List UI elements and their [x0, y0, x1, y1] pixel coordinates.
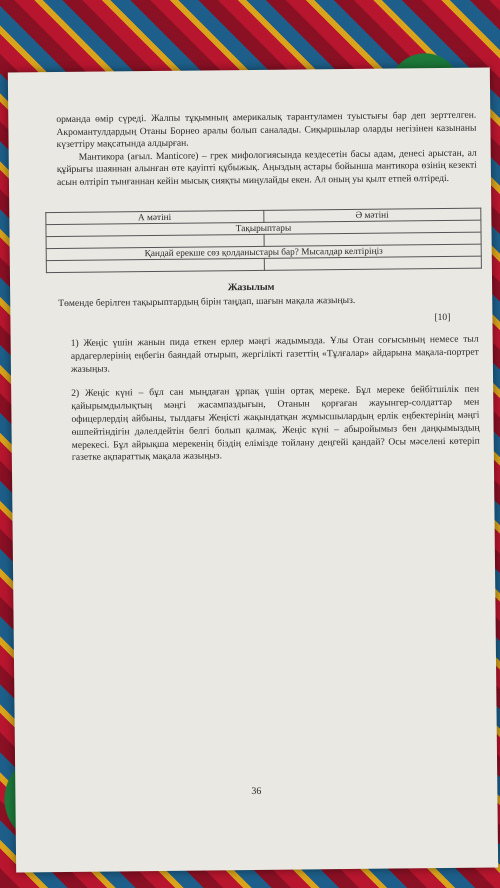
table-cell-empty [264, 256, 482, 270]
table-cell-empty [46, 258, 264, 272]
writing-instruction: Төменде берілген тақырыптардың бірін таңдап, шағын мақала жазыңыз. [58, 294, 356, 310]
comparison-table [45, 208, 482, 274]
paragraph-manticore: Мантикора (ағыл. Manticore) – грек мифологиясында кездесетін басы адам, денесі арыстан, ал құйрығы шаяннан алынған өте қауіпті құбыжық. Аңыздың астары бойынша мантикора өзінің кезекті асын өлтіріп тынғаннан кейін мысық сияқты миңулайды екен. Ал оның уы қылт етпей өлтіреді. [56, 147, 477, 189]
textbook-page [8, 67, 498, 872]
table-header-a: А мәтіні [46, 210, 264, 224]
reading-text [56, 110, 477, 190]
table-row-question: Қандай ерекше сөз қолданыстары бар? Мысалдар келтіріңіз [46, 244, 481, 261]
table-row-topics: Тақырыптары [46, 220, 481, 237]
task-item-2: 2) Жеңіс күні – бұл сан мыңдаған ұрпақ үшін ортақ мереке. Бұл мереке бейбітшілік пен қайырымдылықтың мәңгі жасампаздығын, Отанын қорғаған жауынгер-солдаттар мен офицерлердің айбыны, тылдағы Жеңісті жақындатқан жұмысшылардың ерлік еңбектерінің мәңгі өшпейтіндігін дәлелдейтін белгі болып қалмақ. Жеңіс күні – абыройымыз бен даңқымыздың мерекесі. Бұл айрықша мерекенің біздің елімізде тойлану деңгейі қандай? Осы мәселені көтеріп газетке ақпараттық мақала жазыңыз. [71, 384, 480, 464]
task-item-1: 1) Жеңіс үшін жанын пида еткен ерлер мәңгі жадымызда. Ұлы Отан соғысының немесе тыл ардагерлерінің еңбегін баяндай отырып, жергілікті газеттің «Тұлғалар» айдарына мақала-портрет жазыңыз. [70, 333, 479, 375]
score-badge: [10] [434, 311, 451, 324]
task-list [71, 334, 480, 477]
paragraph-acromantula: орманда өмір сүреді. Жалпы тұқымның америкалық тарантуламен туыстығы бар деп зерттелген. Акромантулдардың Отаны Борнео аралы болып саналады. Сиқыршылар оларды негізінен казынаны күзеттіру мақсатында алдырған. [56, 109, 477, 151]
section-title: Жазылым [227, 281, 275, 294]
table-header-b: Ә мәтіні [263, 208, 481, 222]
page-number: 36 [251, 785, 262, 798]
